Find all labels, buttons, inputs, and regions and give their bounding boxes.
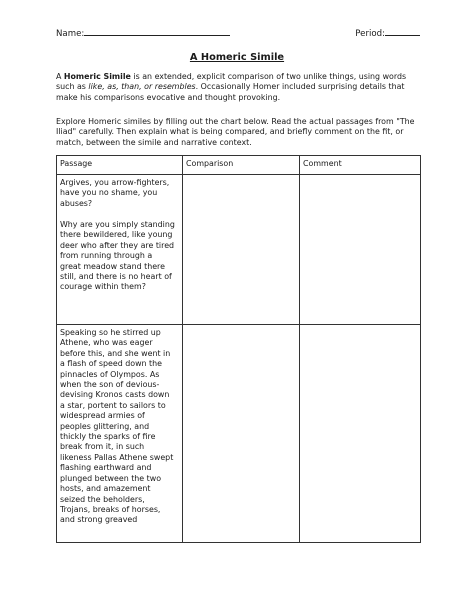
intro-end: . Occasionally Homer included surprising details that make his comparisons evocative and thought provoking.	[56, 82, 405, 102]
intro-lead: A	[56, 72, 64, 81]
row-divider	[57, 324, 420, 325]
passage-1a: Argives, you arrow-fighters, have you no shame, you abuses?	[60, 178, 170, 208]
intro-middle: is an extended, explicit comparison of two unlike things, using words such as	[56, 72, 407, 92]
intro-paragraph	[56, 72, 424, 103]
header-divider	[57, 174, 420, 175]
header-row	[56, 26, 420, 40]
period-field[interactable]	[355, 26, 420, 39]
name-label: Name:	[56, 29, 85, 39]
name-blank-line[interactable]	[84, 26, 230, 36]
column-header-comparison: Comparison	[186, 159, 234, 168]
intro-examples: like, as, than, or resembles	[88, 82, 196, 92]
period-blank-line[interactable]	[385, 26, 420, 36]
instructions-paragraph: Explore Homeric similes by filling out the chart below. Read the actual passages from "The Iliad" carefully. Then explain what is being compared, and briefly comment on the fit, or match, between the simile and narrative context.	[56, 117, 415, 147]
name-field[interactable]	[56, 26, 230, 39]
period-label: Period:	[355, 29, 385, 39]
column-header-comment: Comment	[303, 159, 342, 168]
simile-chart	[56, 155, 421, 543]
passage-2: Speaking so he stirred up Athene, who was eager before this, and she went in a flash of speed down the pinnacles of Olympos. As when the son of devious- devising Kronos casts down a star, portent to sailors to widespread armies of peoples glittering, and thickly the sparks of fire break from it, in such likeness Pallas Athene swept flashing earthward and plunged between the two hosts, and amazement seized the beholders, Trojans, breaks of horses, and strong greaved	[60, 328, 174, 525]
column-divider	[299, 156, 300, 542]
column-divider	[182, 156, 183, 542]
intro-term: Homeric Simile	[63, 72, 131, 81]
page-title: A Homeric Simile	[189, 52, 285, 63]
passage-1b: Why are you simply standing there bewildered, like young deer who after they are tired from running through a great meadow stand there still, and there is no heart of courage within them?	[60, 220, 175, 292]
column-header-passage: Passage	[60, 159, 93, 168]
